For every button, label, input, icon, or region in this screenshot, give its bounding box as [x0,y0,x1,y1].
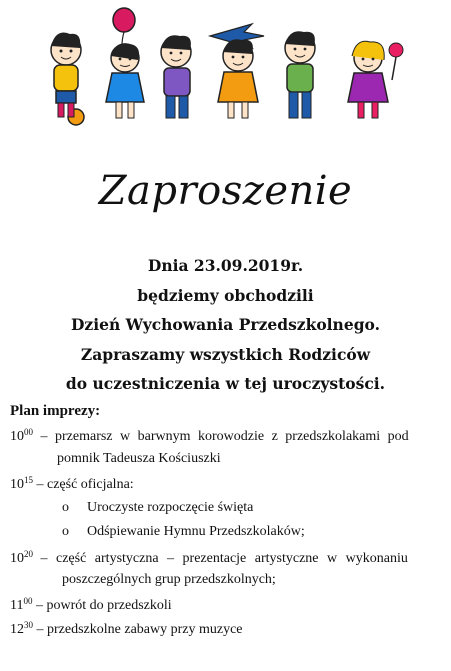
plan-heading: Plan imprezy: [10,403,101,419]
bullet-icon: o [62,500,69,515]
plan-item [10,620,243,638]
plan-item-text: – przedszkolne zabawy przy muzyce [36,622,243,637]
plan-item-text: – powrót do przedszkoli [35,598,172,613]
bullet-icon: o [62,524,69,539]
time: $10^{00}$ [10,427,33,444]
plan-item [10,596,172,614]
plan-item-continuation: pomnik Tadeusza Kościuszki [57,451,221,466]
children-illustration [38,6,410,126]
invitation-text [0,251,451,399]
plan-item [10,427,409,445]
plan-item-text: – część artystyczna – prezentacje artystyczne w wykonaniu [40,551,408,566]
intro-line: Dnia 23.09.2019r. [147,256,304,275]
intro-line: Dzień Wychowania Przedszkolnego. [70,315,380,334]
intro-line: Zapraszamy wszystkich Rodziców [80,344,371,364]
plan-item-continuation: poszczególnych grup przedszkolnych; [62,572,276,587]
intro-line: będziemy obchodzili [137,285,314,305]
time: $10^{15}$ [10,475,33,492]
page-title: Zaproszenie [98,168,353,214]
list-item: o Odśpiewanie Hymnu Przedszkolaków; [62,524,305,539]
time: $12^{30}$ [10,620,33,637]
time: $10^{20}$ [10,549,33,566]
intro-line: do uczestniczenia w tej uroczystości. [65,374,386,393]
time: $11^{00}$ [10,596,33,613]
plan-item [10,475,134,493]
plan-item-text: – część oficjalna: [36,477,134,492]
list-item: o Uroczyste rozpoczęcie święta [62,500,254,515]
plan-item-text: – przemarsz w barwnym korowodzie z przedszkolakami pod [40,429,409,444]
plan-item [10,549,408,567]
